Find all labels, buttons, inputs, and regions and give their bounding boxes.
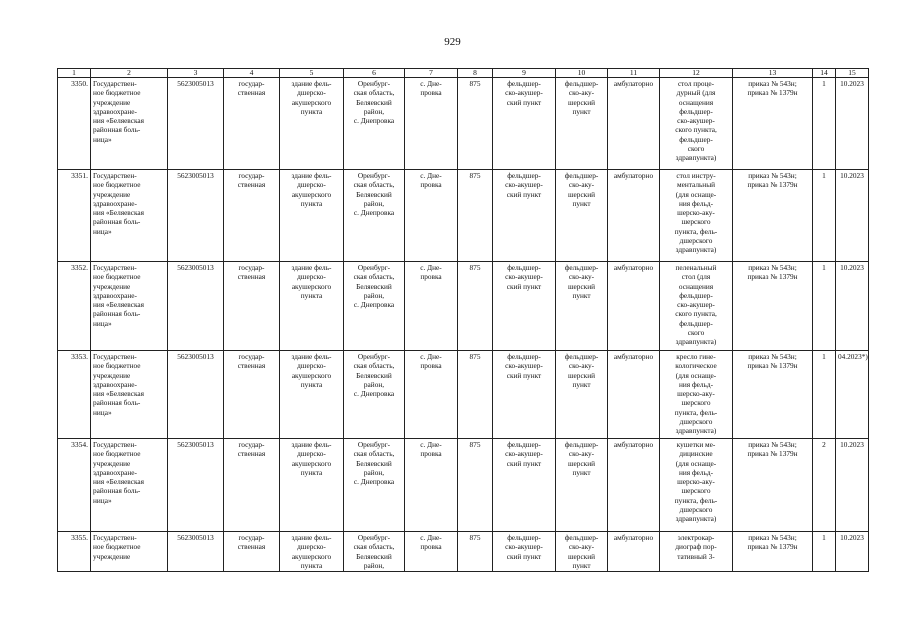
address: Оренбург- ская область, Беляевский район, с. Днепровка [344, 439, 405, 532]
column-number: 13 [733, 69, 813, 78]
column-number: 1 [58, 69, 91, 78]
row-number: 3354. [58, 439, 91, 532]
locality: с. Дне- провка [405, 78, 458, 170]
locality: с. Дне- провка [405, 170, 458, 262]
equipment-name: кушетки ме- дицинские (для оснаще- ния фельд- шерско-аку- шерского пункта, фель- дшерского здравпункта) [660, 439, 733, 532]
equipment-name: стол инстру- ментальный (для оснаще- ния фельд- шерско-аку- шерского пункта, фель- дшерского здравпункта) [660, 170, 733, 262]
locality: с. Дне- провка [405, 262, 458, 351]
table-row [58, 439, 869, 532]
locality-code: 875 [458, 262, 493, 351]
row-number: 3353. [58, 351, 91, 439]
column-number-row [58, 69, 869, 78]
locality-code: 875 [458, 532, 493, 572]
table-row [58, 78, 869, 170]
inn: 5623005013 [168, 78, 224, 170]
department: фельдшер- ско-аку- шерский пункт [556, 351, 608, 439]
column-number: 10 [556, 69, 608, 78]
department: фельдшер- ско-аку- шерский пункт [556, 262, 608, 351]
legal-basis: приказ № 543н; приказ № 1379н [733, 170, 813, 262]
column-number: 12 [660, 69, 733, 78]
department: фельдшер- ско-аку- шерский пункт [556, 78, 608, 170]
column-number: 5 [280, 69, 344, 78]
department: фельдшер- ско-аку- шерский пункт [556, 170, 608, 262]
equipment-register-table [57, 68, 869, 572]
care-form: амбулаторно [608, 532, 660, 572]
row-number: 3350. [58, 78, 91, 170]
organization-name: Государствен- ное бюджетное учреждение [91, 532, 168, 572]
inn: 5623005013 [168, 262, 224, 351]
equipment-name: стол проце- дурный (для оснащения фельдшер- ско-акушер- ского пункта, фельдшер- ского здравпункта) [660, 78, 733, 170]
delivery-date: 10.2023 [836, 262, 869, 351]
column-number: 11 [608, 69, 660, 78]
column-number: 14 [813, 69, 836, 78]
legal-basis: приказ № 543н; приказ № 1379н [733, 532, 813, 572]
ownership-form: государ- ственная [224, 351, 280, 439]
unit-type: фельдшер- ско-акушер- ский пункт [493, 351, 556, 439]
organization-name: Государствен- ное бюджетное учреждение здравоохране- ния «Беляевская районная боль- ница» [91, 78, 168, 170]
legal-basis: приказ № 543н; приказ № 1379н [733, 78, 813, 170]
inn: 5623005013 [168, 532, 224, 572]
unit-type: фельдшер- ско-акушер- ский пункт [493, 439, 556, 532]
inn: 5623005013 [168, 351, 224, 439]
care-form: амбулаторно [608, 439, 660, 532]
table-row [58, 351, 869, 439]
ownership-form: государ- ственная [224, 439, 280, 532]
row-number: 3352. [58, 262, 91, 351]
unit-type: фельдшер- ско-акушер- ский пункт [493, 170, 556, 262]
column-number: 6 [344, 69, 405, 78]
delivery-date: 10.2023 [836, 439, 869, 532]
equipment-name: электрокар- диограф пор- тативный 3- [660, 532, 733, 572]
quantity: 1 [813, 78, 836, 170]
building-type: здание фель- дшерско- акушерского пункта [280, 532, 344, 572]
care-form: амбулаторно [608, 351, 660, 439]
care-form: амбулаторно [608, 170, 660, 262]
column-number: 8 [458, 69, 493, 78]
column-number: 9 [493, 69, 556, 78]
legal-basis: приказ № 543н; приказ № 1379н [733, 351, 813, 439]
building-type: здание фель- дшерско- акушерского пункта [280, 262, 344, 351]
organization-name: Государствен- ное бюджетное учреждение здравоохране- ния «Беляевская районная боль- ница» [91, 351, 168, 439]
department: фельдшер- ско-аку- шерский пункт [556, 532, 608, 572]
delivery-date: 10.2023 [836, 532, 869, 572]
column-number: 2 [91, 69, 168, 78]
quantity: 1 [813, 262, 836, 351]
equipment-name: кресло гине- кологическое (для оснаще- ния фельд- шерско-аку- шерского пункта, фель- дшерского здравпункта) [660, 351, 733, 439]
legal-basis: приказ № 543н; приказ № 1379н [733, 439, 813, 532]
address: Оренбург- ская область, Беляевский район, с. Днепровка [344, 262, 405, 351]
unit-type: фельдшер- ско-акушер- ский пункт [493, 532, 556, 572]
locality-code: 875 [458, 170, 493, 262]
ownership-form: государ- ственная [224, 170, 280, 262]
department: фельдшер- ско-аку- шерский пункт [556, 439, 608, 532]
address: Оренбург- ская область, Беляевский район, с. Днепровка [344, 78, 405, 170]
organization-name: Государствен- ное бюджетное учреждение здравоохране- ния «Беляевская районная боль- ница» [91, 170, 168, 262]
column-number: 4 [224, 69, 280, 78]
building-type: здание фель- дшерско- акушерского пункта [280, 439, 344, 532]
locality-code: 875 [458, 439, 493, 532]
building-type: здание фель- дшерско- акушерского пункта [280, 170, 344, 262]
quantity: 1 [813, 170, 836, 262]
care-form: амбулаторно [608, 78, 660, 170]
column-number: 7 [405, 69, 458, 78]
table-row [58, 532, 869, 572]
care-form: амбулаторно [608, 262, 660, 351]
delivery-date: 10.2023 [836, 78, 869, 170]
inn: 5623005013 [168, 439, 224, 532]
row-number: 3355. [58, 532, 91, 572]
locality: с. Дне- провка [405, 351, 458, 439]
page-number: 929 [444, 36, 461, 48]
address: Оренбург- ская область, Беляевский район, [344, 532, 405, 572]
address: Оренбург- ская область, Беляевский район, с. Днепровка [344, 170, 405, 262]
delivery-date: 04.2023*) [836, 351, 869, 439]
quantity: 2 [813, 439, 836, 532]
locality: с. Дне- провка [405, 532, 458, 572]
delivery-date: 10.2023 [836, 170, 869, 262]
quantity: 1 [813, 532, 836, 572]
ownership-form: государ- ственная [224, 532, 280, 572]
row-number: 3351. [58, 170, 91, 262]
table-row [58, 170, 869, 262]
table-row [58, 262, 869, 351]
organization-name: Государствен- ное бюджетное учреждение здравоохране- ния «Беляевская районная боль- ница» [91, 439, 168, 532]
legal-basis: приказ № 543н; приказ № 1379н [733, 262, 813, 351]
column-number: 15 [836, 69, 869, 78]
address: Оренбург- ская область, Беляевский район, с. Днепровка [344, 351, 405, 439]
locality-code: 875 [458, 351, 493, 439]
building-type: здание фель- дшерско- акушерского пункта [280, 78, 344, 170]
inn: 5623005013 [168, 170, 224, 262]
quantity: 1 [813, 351, 836, 439]
column-number: 3 [168, 69, 224, 78]
ownership-form: государ- ственная [224, 78, 280, 170]
unit-type: фельдшер- ско-акушер- ский пункт [493, 78, 556, 170]
ownership-form: государ- ственная [224, 262, 280, 351]
locality-code: 875 [458, 78, 493, 170]
unit-type: фельдшер- ско-акушер- ский пункт [493, 262, 556, 351]
locality: с. Дне- провка [405, 439, 458, 532]
building-type: здание фель- дшерско- акушерского пункта [280, 351, 344, 439]
organization-name: Государствен- ное бюджетное учреждение здравоохране- ния «Беляевская районная боль- ница» [91, 262, 168, 351]
equipment-name: пеленальный стол (для оснащения фельдшер- ско-акушер- ского пункта, фельдшер- ского здравпункта) [660, 262, 733, 351]
